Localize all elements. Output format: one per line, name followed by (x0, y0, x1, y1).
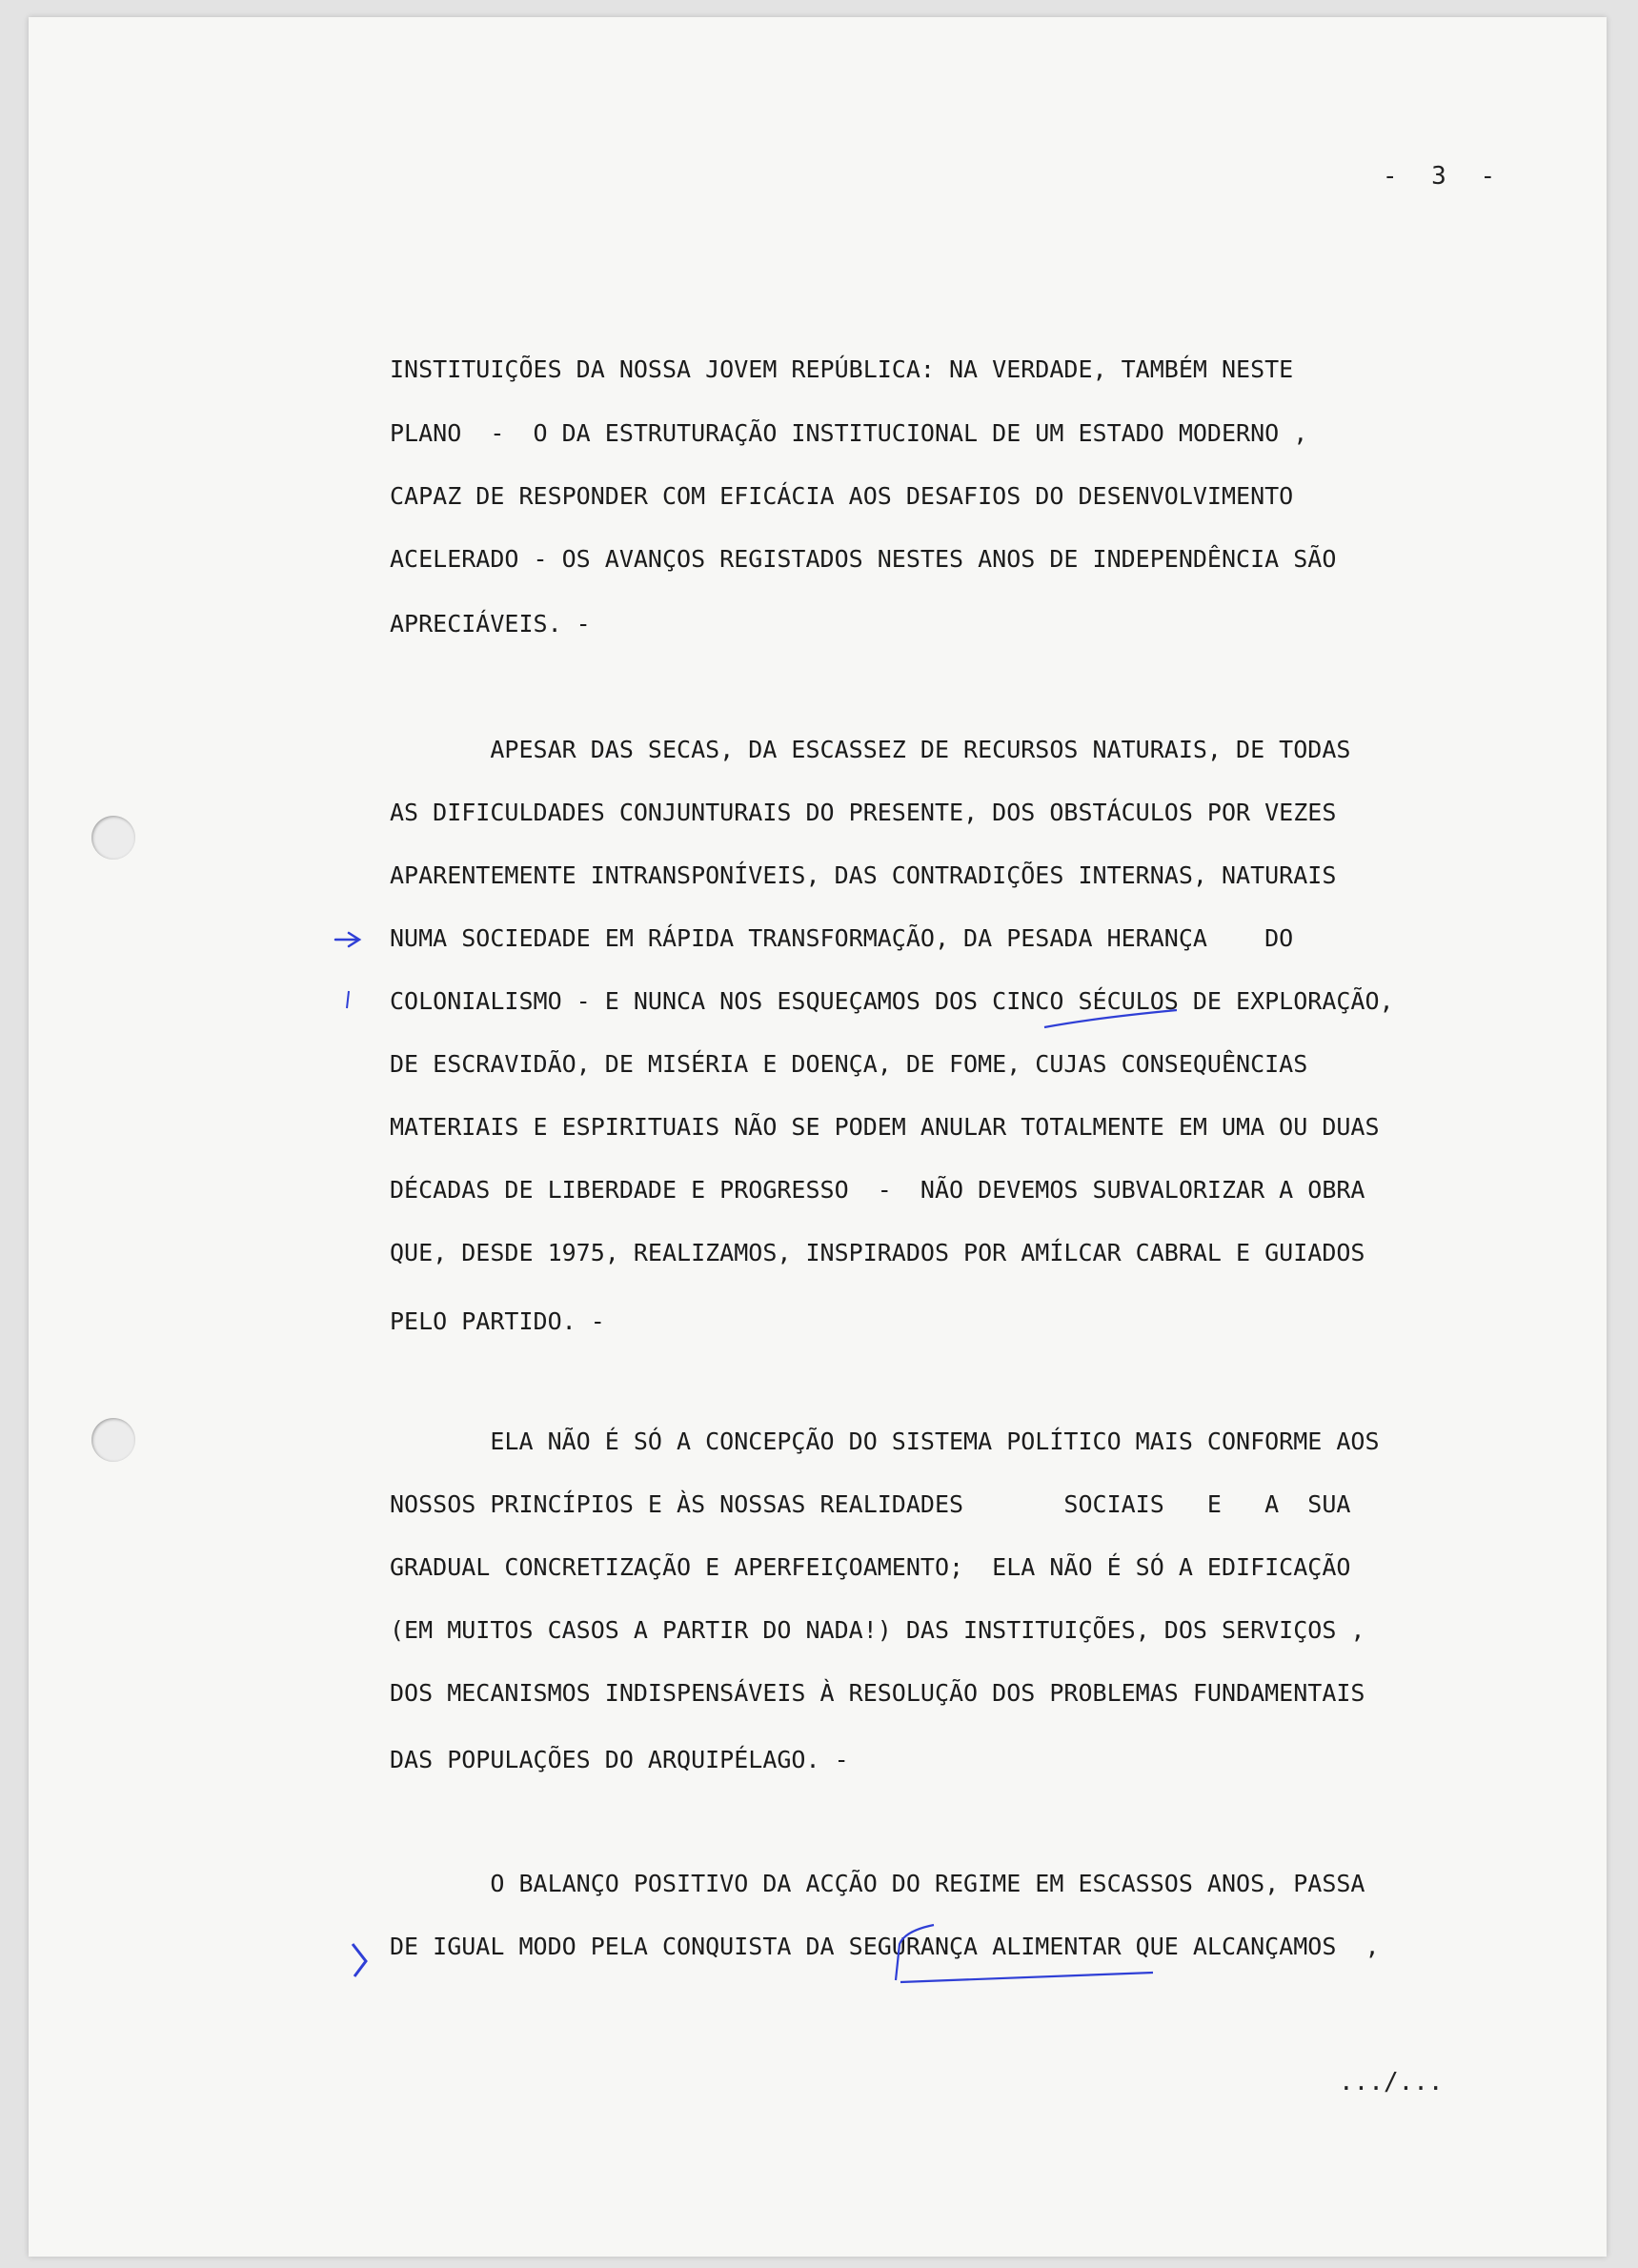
text-line: INSTITUIÇÕES DA NOSSA JOVEM REPÚBLICA: NA VERDADE, TAMBÉM NESTE (390, 355, 1294, 383)
continuation-marker: .../... (1339, 2068, 1444, 2096)
text-line: COLONIALISMO - E NUNCA NOS ESQUEÇAMOS DOS CINCO SÉCULOS DE EXPLORAÇÃO, (390, 987, 1394, 1015)
text-line: DÉCADAS DE LIBERDADE E PROGRESSO - NÃO DEVEMOS SUBVALORIZAR A OBRA (390, 1176, 1365, 1204)
text-line: PELO PARTIDO. - (390, 1307, 605, 1335)
text-line: NUMA SOCIEDADE EM RÁPIDA TRANSFORMAÇÃO, DA PESADA HERANÇA DO (390, 924, 1294, 952)
text-line: CAPAZ DE RESPONDER COM EFICÁCIA AOS DESAFIOS DO DESENVOLVIMENTO (390, 482, 1294, 510)
text-line: PLANO - O DA ESTRUTURAÇÃO INSTITUCIONAL DE UM ESTADO MODERNO , (390, 419, 1308, 447)
text-line: DOS MECANISMOS INDISPENSÁVEIS À RESOLUÇÃO DOS PROBLEMAS FUNDAMENTAIS (390, 1679, 1365, 1707)
punch-hole-bottom (91, 1418, 135, 1462)
text-line: (EM MUITOS CASOS A PARTIR DO NADA!) DAS INSTITUIÇÕES, DOS SERVIÇOS , (390, 1616, 1365, 1644)
page-number: - 3 - (1382, 162, 1496, 191)
text-line: APESAR DAS SECAS, DA ESCASSEZ DE RECURSOS NATURAIS, DE TODAS (390, 736, 1351, 763)
text-line: MATERIAIS E ESPIRITUAIS NÃO SE PODEM ANULAR TOTALMENTE EM UMA OU DUAS (390, 1113, 1380, 1141)
punch-hole-top (91, 816, 135, 860)
text-line: O BALANÇO POSITIVO DA ACÇÃO DO REGIME EM ESCASSOS ANOS, PASSA (390, 1870, 1365, 1897)
text-line: DE IGUAL MODO PELA CONQUISTA DA SEGURANÇA ALIMENTAR QUE ALCANÇAMOS , (390, 1933, 1380, 1960)
text-line: DAS POPULAÇÕES DO ARQUIPÉLAGO. - (390, 1746, 849, 1773)
text-line: ELA NÃO É SÓ A CONCEPÇÃO DO SISTEMA POLÍTICO MAIS CONFORME AOS (390, 1428, 1380, 1455)
text-line: APARENTEMENTE INTRANSPONÍVEIS, DAS CONTRADIÇÕES INTERNAS, NATURAIS (390, 861, 1337, 889)
text-line: GRADUAL CONCRETIZAÇÃO E APERFEIÇOAMENTO; ELA NÃO É SÓ A EDIFICAÇÃO (390, 1553, 1351, 1581)
text-line: NOSSOS PRINCÍPIOS E ÀS NOSSAS REALIDADES SOCIAIS E A SUA (390, 1490, 1351, 1518)
text-line: ACELERADO - OS AVANÇOS REGISTADOS NESTES ANOS DE INDEPENDÊNCIA SÃO (390, 545, 1337, 573)
text-line: QUE, DESDE 1975, REALIZAMOS, INSPIRADOS POR AMÍLCAR CABRAL E GUIADOS (390, 1239, 1365, 1266)
text-line: APRECIÁVEIS. - (390, 610, 591, 638)
text-line: DE ESCRAVIDÃO, DE MISÉRIA E DOENÇA, DE FOME, CUJAS CONSEQUÊNCIAS (390, 1050, 1308, 1078)
text-line: AS DIFICULDADES CONJUNTURAIS DO PRESENTE, DOS OBSTÁCULOS POR VEZES (390, 799, 1337, 826)
